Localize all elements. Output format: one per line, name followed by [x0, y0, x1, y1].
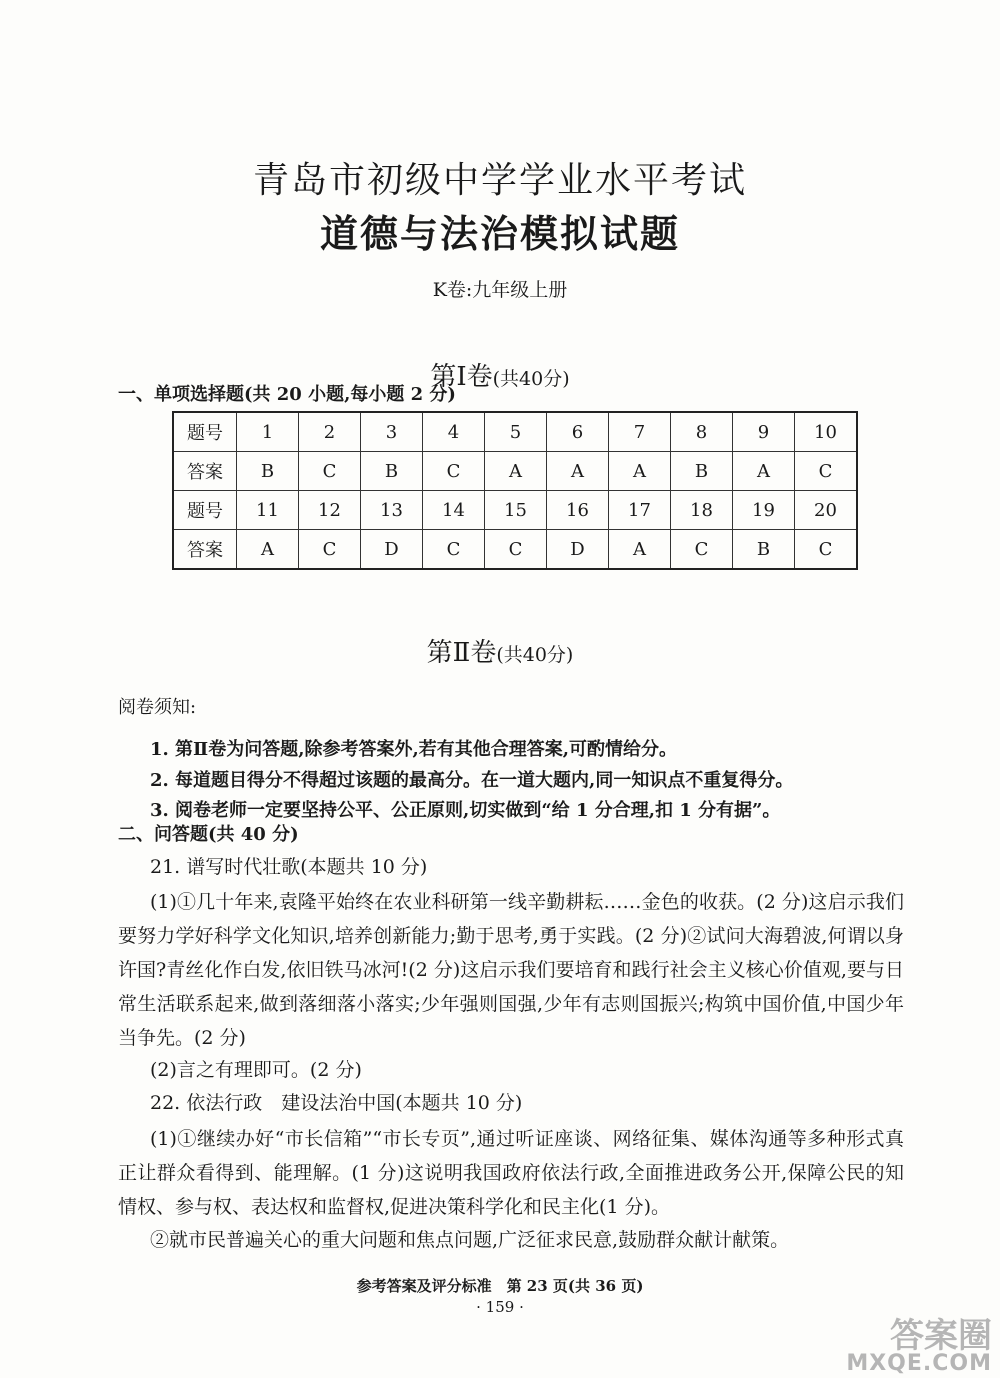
table-cell: C [423, 530, 485, 570]
table-cell: 6 [547, 412, 609, 452]
page-footer: 参考答案及评分标准 第 23 页(共 36 页) [356, 1277, 644, 1295]
section-1-heading: 一、单项选择题(共 20 小题,每小题 2 分) [118, 384, 456, 405]
table-cell: 16 [547, 491, 609, 530]
q22-answer-2: ②就市民普遍关心的重大问题和焦点问题,广泛征求民意,鼓励群众献计献策。 [150, 1229, 790, 1251]
volume-2-note: (共40分) [496, 644, 574, 666]
table-row [173, 530, 857, 570]
table-cell: C [795, 530, 858, 570]
table-row-head: 答案 [173, 452, 237, 491]
table-cell: 18 [671, 491, 733, 530]
q22-title: 22. 依法行政 建设法治中国(本题共 10 分) [150, 1092, 523, 1114]
title-line-1: 青岛市初级中学学业水平考试 [252, 160, 747, 201]
table-cell: 14 [423, 491, 485, 530]
table-row [173, 452, 857, 491]
volume-1-label: 第Ⅰ卷 [430, 362, 493, 392]
table-cell: 10 [795, 412, 858, 452]
q21-answer-2: (2)言之有理即可。(2 分) [150, 1059, 362, 1081]
table-cell: A [609, 452, 671, 491]
table-cell: B [733, 530, 795, 570]
table-cell: A [547, 452, 609, 491]
table-row-head: 答案 [173, 530, 237, 570]
notice-title: 阅卷须知: [118, 697, 197, 718]
watermark-url: MXQE.COM [846, 1351, 992, 1376]
watermark-logo [846, 1316, 992, 1378]
table-cell: A [733, 452, 795, 491]
table-cell: C [795, 452, 858, 491]
table-cell: 3 [361, 412, 423, 452]
table-cell: D [547, 530, 609, 570]
table-cell: C [299, 530, 361, 570]
notice-item-2: 2. 每道题目得分不得超过该题的最高分。在一道大题内,同一知识点不重复得分。 [150, 770, 794, 791]
table-cell: B [237, 452, 299, 491]
table-row-head: 题号 [173, 412, 237, 452]
table-cell: C [671, 530, 733, 570]
table-cell: C [485, 530, 547, 570]
table-cell: C [299, 452, 361, 491]
table-row-head: 题号 [173, 491, 237, 530]
table-cell: 1 [237, 412, 299, 452]
table-cell: D [361, 530, 423, 570]
table-cell: 9 [733, 412, 795, 452]
q21-title: 21. 谱写时代壮歌(本题共 10 分) [150, 856, 428, 878]
table-cell: 4 [423, 412, 485, 452]
volume-2-heading [0, 632, 1000, 669]
notice-item-1: 1. 第Ⅱ卷为问答题,除参考答案外,若有其他合理答案,可酌情给分。 [150, 739, 678, 760]
volume-1-note: (共40分) [492, 368, 570, 390]
watermark-logo-text: 答案圈 [890, 1316, 992, 1356]
table-cell: 5 [485, 412, 547, 452]
table-cell: C [423, 452, 485, 491]
table-cell: A [237, 530, 299, 570]
table-row [173, 491, 857, 530]
table-cell: 15 [485, 491, 547, 530]
table-cell: 20 [795, 491, 858, 530]
table-cell: B [361, 452, 423, 491]
table-cell: A [485, 452, 547, 491]
q22-answer-1: (1)①继续办好“市长信箱”“市长专页”,通过听证座谈、网络征集、媒体沟通等多种形式真正让群众看得到、能理解。(1 分)这说明我国政府依法行政,全面推进政务公开,保障公民的知情权、参与权、表达权和监督权,促进决策科学化和民主化(1 分)。 [118, 1128, 904, 1218]
table-cell: 13 [361, 491, 423, 530]
notice-item-3: 3. 阅卷老师一定要坚持公平、公正原则,切实做到“给 1 分合理,扣 1 分有据”。 [150, 800, 781, 821]
answer-table [172, 411, 858, 570]
table-row [173, 412, 857, 452]
table-cell: B [671, 452, 733, 491]
table-cell: 11 [237, 491, 299, 530]
table-cell: 19 [733, 491, 795, 530]
section-2-heading: 二、问答题(共 40 分) [118, 824, 299, 845]
table-cell: 7 [609, 412, 671, 452]
table-cell: 12 [299, 491, 361, 530]
table-cell: 8 [671, 412, 733, 452]
page-number: · 159 · [476, 1298, 524, 1316]
subtitle: K卷:九年级上册 [432, 279, 568, 301]
table-cell: 2 [299, 412, 361, 452]
q21-answer-1: (1)①几十年来,袁隆平始终在农业科研第一线辛勤耕耘……金色的收获。(2 分)这启示我们要努力学好科学文化知识,培养创新能力;勤于思考,勇于实践。(2 分)②试问大海碧波,何谓以身许国?青丝化作白发,依旧铁马冰河!(2 分)这启示我们要培育和践行社会主义核心价值观,要与日常生活联系起来,做到落细落小落实;少年强则国强,少年有志则国振兴;构筑中国价值,中国少年当争先。(2 分) [118, 891, 904, 1049]
table-cell: 17 [609, 491, 671, 530]
volume-2-label: 第Ⅱ卷 [426, 638, 497, 668]
title-line-2: 道德与法治模拟试题 [319, 211, 680, 256]
table-cell: A [609, 530, 671, 570]
